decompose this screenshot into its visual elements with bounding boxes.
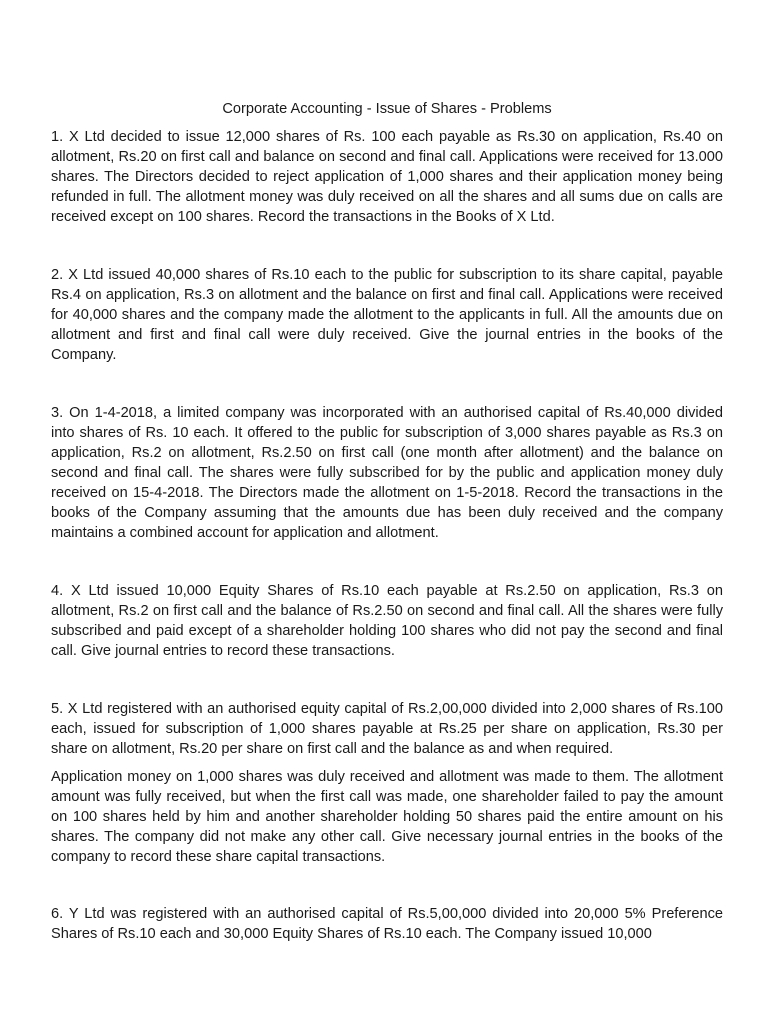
problem-3 <box>51 403 723 543</box>
problem-paragraph: Application money on 1,000 shares was duly received and allotment was made to them. The allotment amount was fully received, but when the first call was made, one shareholder failed to pay the amount on 100 shares held by him and another shareholder holding 50 shares paid the entire amount on his shares. The company did not make any other call. Give necessary journal entries in the books of the company to record these share capital transactions. <box>51 769 723 865</box>
problem-2 <box>51 265 723 365</box>
problem-6 <box>51 904 723 944</box>
spacer <box>51 227 723 265</box>
problem-1 <box>51 127 723 227</box>
spacer <box>51 661 723 699</box>
spacer <box>51 867 723 904</box>
problem-paragraph: 2. X Ltd issued 40,000 shares of Rs.10 each to the public for subscription to its share capital, payable Rs.4 on application, Rs.3 on allotment and the balance on first and final call. Applications were received for 40,000 shares and the company made the allotment to the applicants in full. All the amounts due on allotment and first and final call were duly received. Give the journal entries in the books of the Company. <box>51 267 723 363</box>
problem-paragraph: 6. Y Ltd was registered with an authorised capital of Rs.5,00,000 divided into 20,000 5% Preference Shares of Rs.10 each and 30,000 Equity Shares of Rs.10 each. The Company issued 10,000 <box>51 906 723 942</box>
spacer <box>51 543 723 581</box>
document-title: Corporate Accounting - Issue of Shares - Problems <box>222 101 552 117</box>
document-page <box>51 99 723 944</box>
problem-paragraph: 4. X Ltd issued 10,000 Equity Shares of Rs.10 each payable at Rs.2.50 on application, Rs.3 on allotment, Rs.2 on first call and the balance of Rs.2.50 on second and final call. All the shares were fully subscribed and paid except of a shareholder holding 100 shares who did not pay the second and final call. Give journal entries to record these transactions. <box>51 583 723 659</box>
problem-paragraph: 5. X Ltd registered with an authorised equity capital of Rs.2,00,000 divided into 2,000 shares of Rs.100 each, issued for subscription of 1,000 shares payable at Rs.25 per share on application, Rs.30 per share on allotment, Rs.20 per share on first call and the balance as and when required. <box>51 701 723 757</box>
problem-4 <box>51 581 723 661</box>
problem-5 <box>51 699 723 867</box>
problem-paragraph: 3. On 1-4-2018, a limited company was incorporated with an authorised capital of Rs.40,000 divided into shares of Rs. 10 each. It offered to the public for subscription of 3,000 shares payable as Rs.3 on application, Rs.2 on allotment, Rs.2.50 on first call (one month after allotment) and the balance on second and final call. The shares were fully subscribed for by the public and application money duly received on 15-4-2018. The Directors made the allotment on 1-5-2018. Record the transactions in the books of the Company assuming that the amounts due has been duly received and the company maintains a combined account for application and allotment. <box>51 405 723 541</box>
problem-paragraph: 1. X Ltd decided to issue 12,000 shares of Rs. 100 each payable as Rs.30 on application, Rs.40 on allotment, Rs.20 on first call and balance on second and final call. Applications were received for 13.000 shares. The Directors decided to reject application of 1,000 shares and their application money being refunded in full. The allotment money was duly received on all the shares and all sums due on calls are received except on 100 shares. Record the transactions in the Books of X Ltd. <box>51 129 723 225</box>
spacer <box>51 365 723 403</box>
